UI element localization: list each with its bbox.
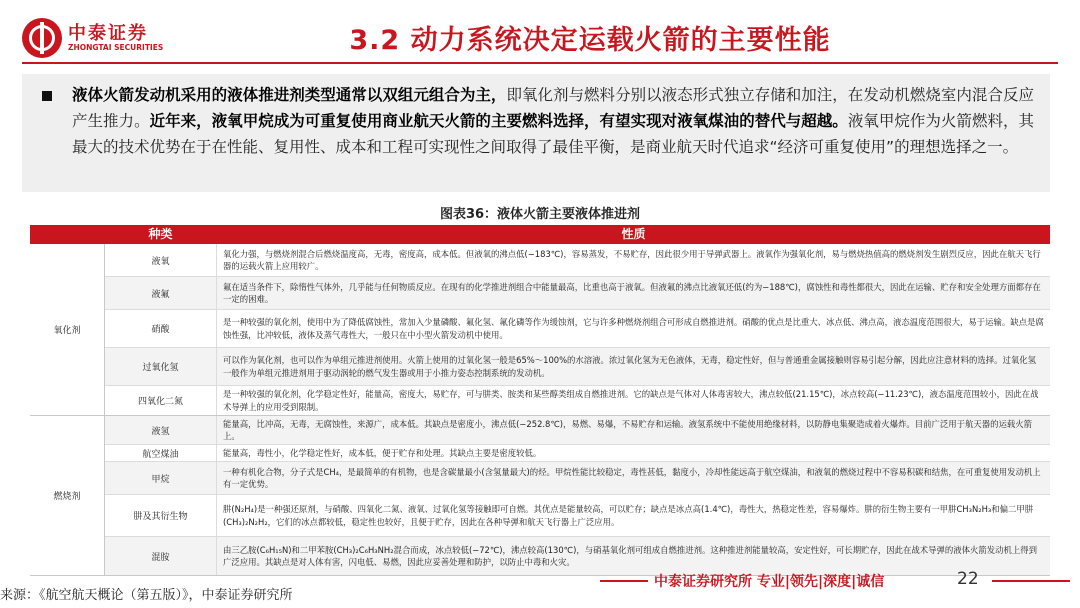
table-row <box>105 386 1050 415</box>
logo-mark-icon <box>22 18 62 58</box>
row-kind: 液氟 <box>105 277 217 309</box>
row-desc: 是一种较强的氧化剂，使用中为了降低腐蚀性，常加入少量磷酸、氟化氢、氟化磷等作为缓蚀剂，它与许多种燃烧剂组合可形成自燃推进剂。硝酸的优点是比重大、冰点低、沸点高，液态温度范围很大，易于运输。缺点是腐蚀性强，比冲较低，液体及蒸气毒性大，一般只在中小型火箭发动机中使用。 <box>223 317 1044 340</box>
source-note: 来源：《航空航天概论（第五版）》，中泰证券研究所 <box>0 588 293 603</box>
row-desc: 一种有机化合物，分子式是CH₄，是最简单的有机物，也是含碳量最小(含氢量最大)的烃。甲烷性能比较稳定，毒性甚低，黏度小，冷却性能远高于航空煤油，和液氧的燃烧过程中不容易积碳和结焦，在可重复使用发动机上有一定优势。 <box>223 466 1041 489</box>
row-desc: 可以作为氧化剂，也可以作为单组元推进剂使用。火箭上使用的过氧化氢一般是65%～100%的水溶液。浓过氧化氢为无色液体，无毒，稳定性好，但与普通重金属接触则容易引起分解，因此应注意材料的选择。过氧化氢一般作为单组元推进剂用于驱动涡轮的燃气发生器或用于小推力姿态控制系统的发动机。 <box>223 355 1037 378</box>
table-row <box>105 445 1050 462</box>
summary-part-4: 液氧甲烷作为火箭燃料，其最大的技术优势在于在性能、复用性、成本和工程可实现性之间取得了最佳平衡，是商业航天时代追求“经济可重复使用”的理想选择之一。 <box>72 112 1034 156</box>
figure-title: 图表36：液体火箭主要液体推进剂 <box>439 207 641 222</box>
group-name: 氧化剂 <box>30 244 105 415</box>
summary-part-2: 即氧化剂与燃料分别以液态形式独立存储和加注，在发动机燃烧室内混合反应产生推力。 <box>72 86 1034 130</box>
row-desc: 由三乙胺(C₆H₁₅N)和二甲苯胺(CH₃)₂C₆H₃NH₂混合而成，冰点较低(−72℃)，沸点较高(130℃)，与硝基氧化剂可组成自燃推进剂。这种推进剂能量较高，安定性好，可长期贮存，因此在战术导弹的液体火箭发动机上得到广泛应用。其缺点是对人体有害，闪电低、易燃，因此应妥善处理和防护，以防止中毒和火灾。 <box>223 544 1037 567</box>
summary-text <box>72 82 1034 160</box>
row-kind: 液氧 <box>105 244 217 276</box>
square-bullet-icon <box>42 91 52 101</box>
table-row <box>105 310 1050 348</box>
footer-left-rule <box>600 580 648 582</box>
footer-brand: 中泰证券研究所 专业|领先|深度|诚信 <box>654 574 885 590</box>
row-desc: 氟在适当条件下，除惰性气体外，几乎能与任何物质反应。在现有的化学推进剂组合中能量最高，比重也高于液氧。但液氟的沸点比液氧还低(约为−188℃)，腐蚀性和毒性都很大，因此在运输、贮存和安全处理方面都存在一定的困难。 <box>223 281 1041 304</box>
row-kind: 过氧化氢 <box>105 348 217 385</box>
table-row <box>105 244 1050 277</box>
row-desc: 氧化力强，与燃烧剂混合后燃烧温度高，无毒，密度高，成本低。但液氧的沸点低(−183℃)，容易蒸发，不易贮存，因此很少用于导弹武器上。液氧作为强氧化剂，易与燃烧热值高的燃烧剂发生剧烈反应，因此在航天飞行器的运载火箭上应用较广。 <box>223 248 1041 271</box>
row-kind: 四氧化二氮 <box>105 386 217 415</box>
company-logo <box>22 16 172 60</box>
logo-english-name: ZHONGTAI SECURITIES <box>68 43 164 52</box>
header-type: 种类 <box>148 227 173 241</box>
table-row <box>105 416 1050 445</box>
table-row <box>105 348 1050 386</box>
group-name: 燃烧剂 <box>30 416 105 575</box>
summary-part-1: 液体火箭发动机采用的液体推进剂类型通常以双组元组合为主， <box>72 86 507 104</box>
table-header <box>30 225 1050 244</box>
row-kind: 硝酸 <box>105 310 217 347</box>
footer-brand-bar <box>600 568 1070 594</box>
row-desc: 肼(N₂H₄)是一种强还原剂，与硝酸、四氧化二氮、液氧、过氧化氢等接触即可自燃。其优点是能量较高，可以贮存；缺点是冰点高(1.4℃)，毒性大，热稳定性差，容易爆炸。肼的衍生物主要有一甲肼CH₃N₂H₃和偏二甲肼(CH₃)₂N₂H₂，它们的冰点都较低，稳定性也较好，且便于贮存，因此在各种导弹和航天飞行器上广泛应用。 <box>223 504 1034 527</box>
row-kind: 液氢 <box>105 416 217 444</box>
summary-box <box>22 74 1050 192</box>
row-desc: 能量高，比冲高，无毒，无腐蚀性，来源广，成本低。其缺点是密度小，沸点低(−252.8℃)，易燃、易爆，不易贮存和运输。液氢系统中不能使用绝缘材料，以防静电集聚造成着火爆炸。目前广泛用于航天器的运载火箭上。 <box>223 418 1033 441</box>
page-title: 3.2 动力系统决定运载火箭的主要性能 <box>349 25 831 56</box>
table-row <box>105 495 1050 537</box>
header-property: 性质 <box>621 227 646 241</box>
row-desc: 是一种较强的氧化剂，化学稳定性好，能量高，密度大，易贮存，可与肼类、胺类和某些醇类组成自燃推进剂。它的缺点是气体对人体毒害较大，沸点较低(21.15℃)，冰点较高(−11.23℃)，液态温度范围较小，因此在战术导弹上的应用受到限制。 <box>223 389 1039 412</box>
summary-part-3: 近年来，液氧甲烷成为可重复使用商业航天火箭的主要燃料选择，有望实现对液氧煤油的替代与超越。 <box>149 112 848 130</box>
logo-chinese-name: 中泰证券 <box>68 23 148 44</box>
table-row <box>105 462 1050 495</box>
propellant-table <box>30 225 1050 576</box>
row-desc: 能量高，毒性小，化学稳定性好，成本低，便于贮存和处理。其缺点主要是密度较低。 <box>223 447 542 458</box>
group-oxidizer <box>30 244 1050 416</box>
footer-right-rule <box>992 580 1070 582</box>
row-kind: 混胺 <box>105 537 217 575</box>
table-row <box>105 277 1050 310</box>
row-kind: 甲烷 <box>105 462 217 494</box>
row-kind: 肼及其衍生物 <box>105 495 217 536</box>
page-number: 22 <box>957 569 979 589</box>
row-kind: 航空煤油 <box>105 445 217 461</box>
title-divider <box>22 62 1058 64</box>
group-fuel <box>30 416 1050 576</box>
